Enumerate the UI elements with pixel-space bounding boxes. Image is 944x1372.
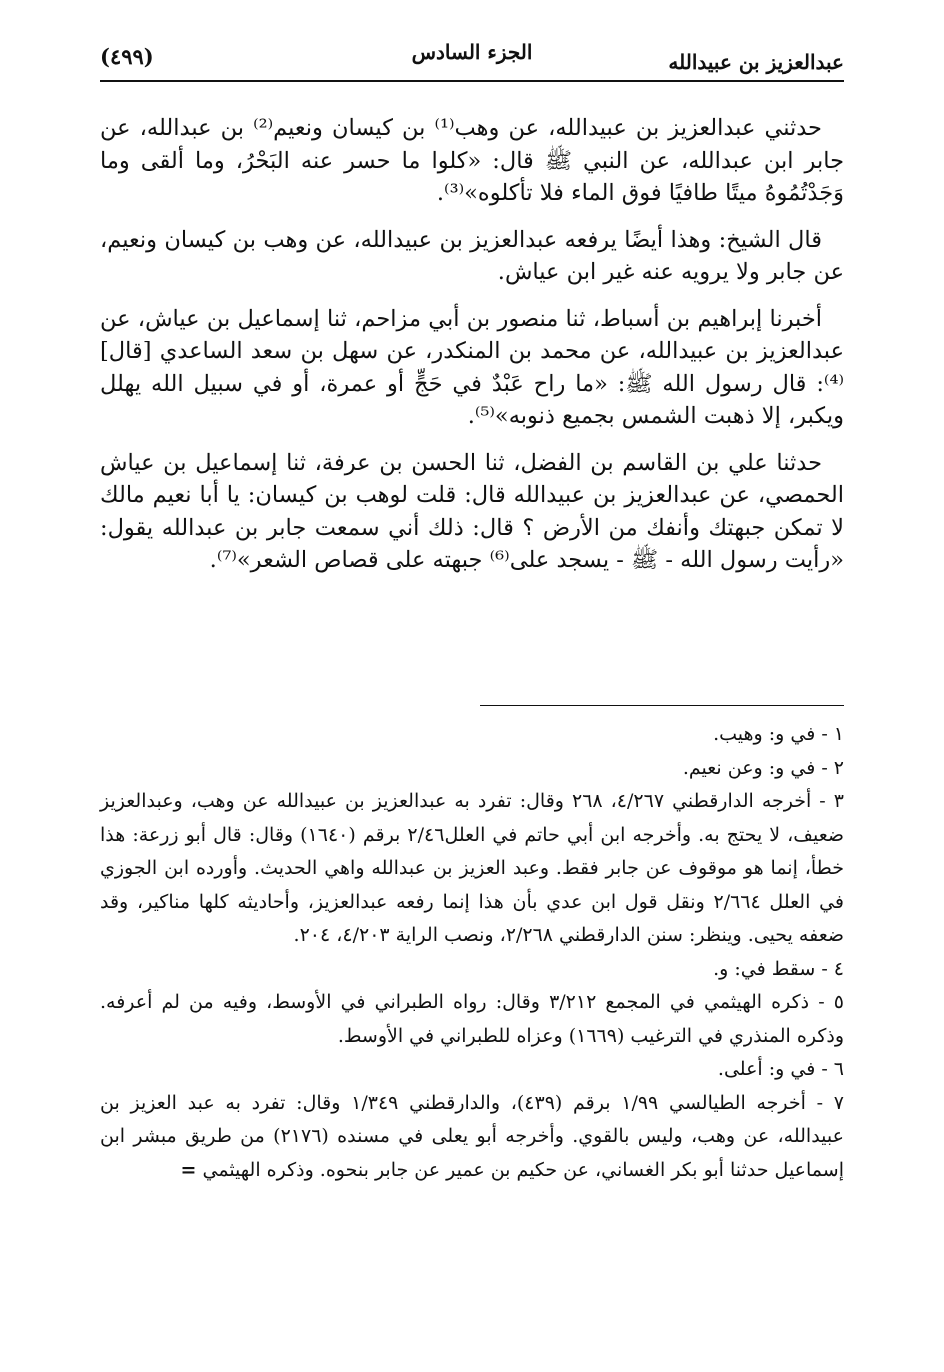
- volume-title: الجزء السادس: [411, 40, 533, 64]
- footnote-5: ٥ - ذكره الهيثمي في المجمع ٣/٢١٢ وقال: رواه الطبراني في الأوسط، وفيه من لم أعرفه. وذكره المنذري في الترغيب (١٦٦٩) وعزاه للطبراني في الأوسط.: [100, 991, 844, 1047]
- footnote-7-text: ٧ - أخرجه الطيالسي ١/٩٩ برقم (٤٣٩)، والدارقطني ١/٣٤٩ وقال: تفرد به عبد العزيز بن عبيدالله، عن وهب، وليس بالقوي. وأخرجه أبو يعلى في مسنده (٢١٧٦) من طريق مبشر ابن إسماعيل حدثنا أبو بكر الغساني، عن حكيم بن عمير عن جابر بنحوه. وذكره الهيثمي: [100, 1091, 844, 1181]
- footnote-7: [100, 1087, 844, 1188]
- footnote-divider: [480, 705, 844, 706]
- footnotes: [100, 718, 844, 1187]
- header-divider: [100, 80, 844, 82]
- section-title: عبدالعزيز بن عبيدالله: [668, 50, 844, 74]
- paragraph-2: قال الشيخ: وهذا أيضًا يرفعه عبدالعزيز بن عبيدالله، عن وهب بن كيسان ونعيم، عن جابر ولا يرويه عنه غير ابن عياش.: [100, 226, 844, 285]
- continuation-mark: =: [180, 1158, 197, 1181]
- footnote-3: ٣ - أخرجه الدارقطني ٤/٢٦٧، ٢٦٨ وقال: تفرد به عبدالعزيز بن عبيدالله عن وهب، وعبدالعزيز ضعيف، لا يحتج به. وأخرجه ابن أبي حاتم في العلل٢/٤٦ برقم (١٦٤٠) وقال: قال أبو زرعة: هذا خطأ، إنما هو موقوف عن جابر فقط. وعبد العزيز بن عبدالله واهي الحديث. وأورده ابن الجوزي في العلل ٢/٦٦٤ ونقل قول ابن عدي بأن هذا إنما رفعه عبدالعزيز، وأحاديثه كلها مناكير، وقد ضعفه يحيى. وينظر: سنن الدارقطني ٢/٢٦٨، ونصب الراية ٤/٢٠٣، ٢٠٤.: [100, 790, 845, 946]
- main-text: [100, 112, 844, 591]
- page-number: (٤٩٩): [100, 44, 154, 69]
- paragraph-4: حدثنا علي بن القاسم بن الفضل، ثنا الحسن بن عرفة، ثنا إسماعيل بن عياش الحمصي، عن عبدالعزيز بن عبيدالله قال: قلت لوهب بن كيسان: يا أبا نعيم مالك لا تمكن جبهتك وأنفك من الأرض ؟ قال: ذلك أني سمعت جابر بن عبدالله يقول: «رأيت رسول الله - ﷺ - يسجد على⁽⁶⁾ جبهته على قصاص الشعر»⁽⁷⁾.: [100, 449, 844, 573]
- footnote-6: ٦ - في و: أعلى.: [717, 1058, 844, 1080]
- footnote-2: ٢ - في و: وعن نعيم.: [682, 756, 844, 779]
- footnote-1: ١ - في و: وهيب.: [713, 723, 844, 745]
- paragraph-1: حدثني عبدالعزيز بن عبيدالله، عن وهب⁽¹⁾ بن كيسان ونعيم⁽²⁾ بن عبدالله، عن جابر ابن عبدالله، عن النبي ﷺ قال: «كلوا ما حسر عنه البَحْرُ، وما ألقى وما وَجَدْتُمُوهُ ميتًا طافيًا فوق الماء فلا تأكلوه»⁽³⁾.: [100, 115, 844, 206]
- footnote-4: ٤ - سقط في: و.: [713, 957, 844, 980]
- paragraph-3: أخبرنا إبراهيم بن أسباط، ثنا منصور بن أبي مزاحم، ثنا إسماعيل بن عياش، عن عبدالعزيز بن عبيدالله، عن محمد بن المنكدر، عن سهل بن سعد الساعدي [قال]⁽⁴⁾: قال رسول الله ﷺ: «ما راح عَبْدٌ في حَجٍّ أو عمرة، أو في سبيل الله يهلل ويكبر، إلا ذهبت الشمس بجميع ذنوبه»⁽⁵⁾.: [100, 305, 844, 429]
- running-header: [100, 30, 844, 78]
